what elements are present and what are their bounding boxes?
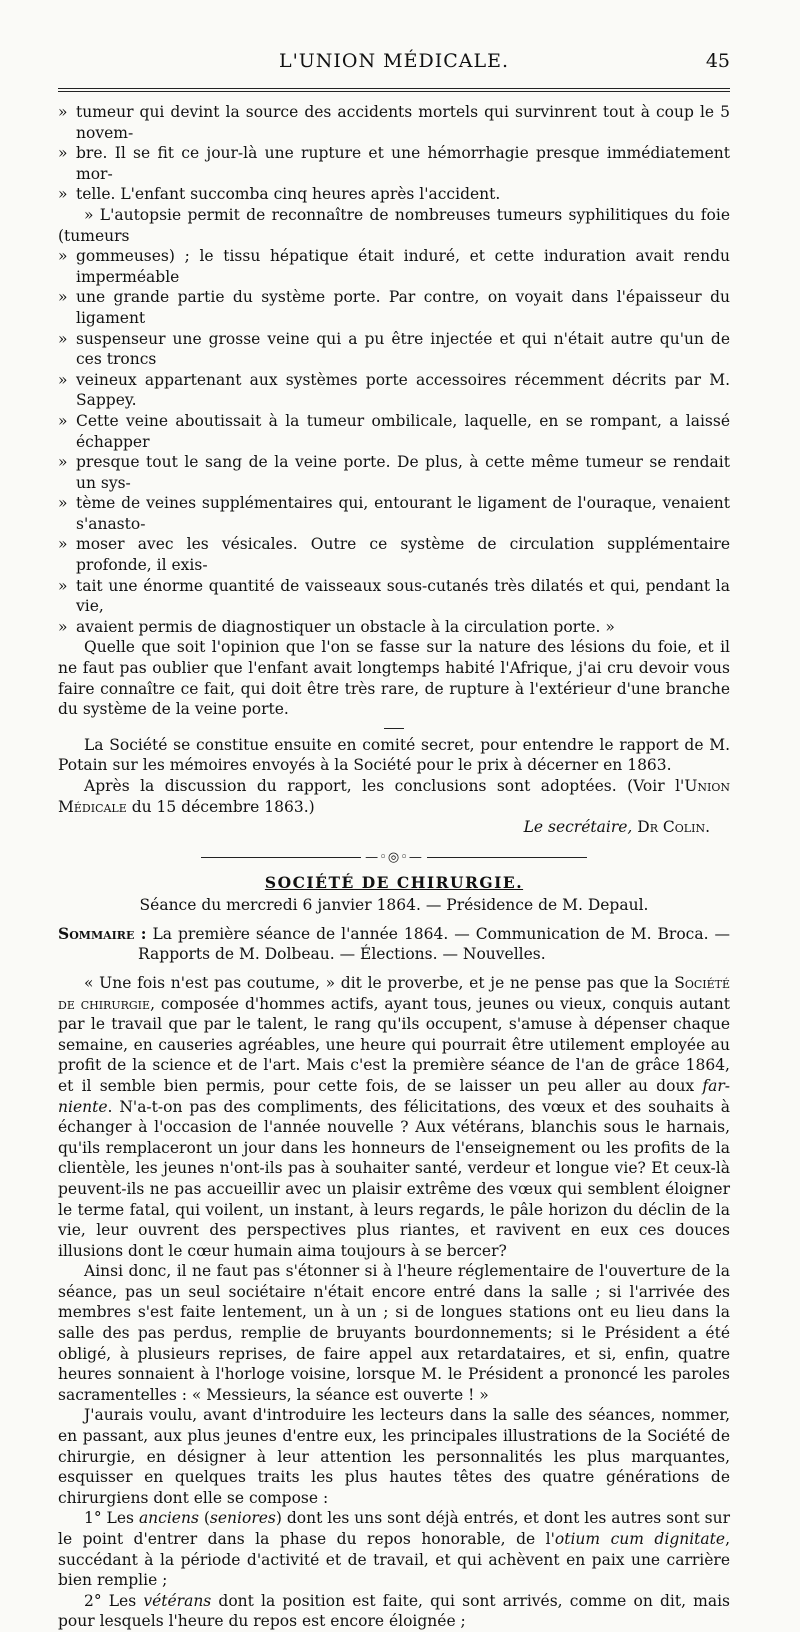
body-paragraph-5: 2° Les vétérans dont la position est faite, qui sont arrivés, comme on dit, mais pour lesquels l'heure du repos est encore éloignée ;: [58, 1591, 730, 1631]
spacer: [58, 965, 730, 973]
quote-line: » tait une énorme quantité de vaisseaux sous-cutanés très dilatés et qui, pendant la vie,: [58, 576, 730, 616]
body-paragraph-1: « Une fois n'est pas coutume, » dit le proverbe, et je ne pense pas que la Société de chirurgie, composée d'hommes actifs, ayant tous, jeunes ou vieux, conquis autant par le travail que par le talent, le rang qu'ils occupent, s'amuse à dépenser chaque semaine, en causeries agréables, une heure qui pourrait être utilement employée au profit de la science et de l'art. Mais c'est la première séance de l'an de grâce 1864, et il semble bien permis, pour cette fois, de se laisser un peu aller au doux far-niente. N'a-t-on pas des compliments, des félicitations, des vœux et des souhaits à échanger à l'occasion de l'année nouvelle ? Aux vétérans, blanchis sous le harnais, qu'ils remplaceront un jour dans les honneurs de l'enseignement ou les profits de la clientèle, les jeunes n'ont-ils pas à souhaiter santé, verdeur et longue vie? Et ceux-là peuvent-ils ne pas accueillir avec un plaisir extrême des vœux qui semblent éloigner le terme fatal, qui voilent, un instant, à leurs regards, le pâle horizon du déclin de la vie, leur ouvrent des perspectives plus riantes, et ravivent en eux ces douces illusions dont le cœur humain aima toujours à se bercer?: [58, 973, 730, 1260]
ornament-glyph: —◦◎◦—: [365, 849, 423, 865]
body-paragraph-4: 1° Les anciens (seniores) dont les uns sont déjà entrés, et dont les autres sont sur le point d'entrer dans la phase du repos honorable, de l'otium cum dignitate, succédant à la période d'activité et de travail, et qui achèvent en paix une carrière bien remplie ;: [58, 1509, 730, 1590]
ornament-line-left: [201, 857, 361, 858]
quote-line: » presque tout le sang de la veine porte. De plus, à cette même tumeur se rendait un sys-: [58, 453, 730, 492]
discussion-paragraph: Après la discussion du rapport, les conclusions sont adoptées. (Voir l'Union Médicale du 15 décembre 1863.): [58, 777, 730, 816]
quote-line: » suspenseur une grosse veine qui a pu être injectée et qui n'était autre qu'un de ces troncs: [58, 329, 730, 369]
secret-committee-paragraph: La Société se constitue ensuite en comité secret, pour entendre le rapport de M. Potain sur les mémoires envoyés à la Société pour le prix à décerner en 1863.: [58, 735, 730, 775]
quote-line: » bre. Il se fit ce jour-là une rupture et une hémorrhagie presque immédiatement mor-: [58, 144, 730, 183]
running-header: [58, 50, 730, 82]
page-number: 45: [705, 50, 730, 72]
section-title: SOCIÉTÉ DE CHIRURGIE.: [264, 872, 524, 892]
quote-line: » telle. L'enfant succomba cinq heures après l'accident.: [58, 185, 501, 204]
separator-rule: [384, 728, 404, 729]
journal-title: L'UNION MÉDICALE.: [278, 50, 510, 72]
quote-line: » une grande partie du système porte. Par contre, on voyait dans l'épaisseur du ligament: [58, 288, 730, 327]
autopsy-first-line: » L'autopsie permit de reconnaître de nombreuses tumeurs syphilitiques du foie (tumeurs: [58, 205, 730, 245]
signature: Le secrétaire, Dr Colin.: [523, 818, 710, 837]
quote-line: » tème de veines supplémentaires qui, entourant le ligament de l'ouraque, venaient s'anasto-: [58, 494, 730, 533]
case-quote: [58, 102, 730, 637]
conclusion-paragraph: Quelle que soit l'opinion que l'on se fasse sur la nature des lésions du foie, et il ne faut pas oublier que l'enfant avait longtemps habité l'Afrique, j'ai cru devoir vous faire connaître ce fait, qui doit être très rare, de rupture à l'extérieur d'une branche du système de la veine porte.: [58, 638, 730, 719]
quote-line: » Cette veine aboutissait à la tumeur ombilicale, laquelle, en se rompant, a laissé échapper: [58, 411, 730, 451]
quote-line: » avaient permis de diagnostiquer un obstacle à la circulation porte. »: [58, 617, 615, 636]
quote-line: » veineux appartenant aux systèmes porte accessoires récemment décrits par M. Sappey.: [58, 370, 730, 410]
journal-reference: Union Médicale: [58, 777, 730, 816]
ornament-divider: [58, 850, 730, 865]
body-paragraph-3: J'aurais voulu, avant d'introduire les lecteurs dans la salle des séances, nommer, en passant, aux plus jeunes d'entre eux, les principales illustrations de la Société de chirurgie, en désigner à leur attention les personnalités les plus marquantes, esquisser en quelques traits les plus hautes têtes des quatre générations de chirurgiens dont elle se compose :: [58, 1406, 730, 1507]
header-rule: [58, 88, 730, 92]
body-paragraph-2: Ainsi donc, il ne faut pas s'étonner si à l'heure réglementaire de l'ouverture de la séance, pas un seul sociétaire n'était encore entré dans la salle ; si l'arrivée des membres s'est faite lentement, un à un ; si de longues stations ont eu lieu dans la salle des pas perdus, remplie de bruyants bourdonnements; si le Président a été obligé, à plusieurs reprises, de faire appel aux retardataires, et si, enfin, quatre heures sonnaient à l'horloge voisine, lorsque M. le Président a prononcé les paroles sacramentelles : « Messieurs, la séance est ouverte ! »: [58, 1262, 730, 1404]
sommaire: Sommaire : La première séance de l'année 1864. — Communication de M. Broca. — Rapports de M. Dolbeau. — Élections. — Nouvelles.: [58, 923, 730, 964]
seance-line: Séance du mercredi 6 janvier 1864. — Présidence de M. Depaul.: [139, 895, 649, 914]
quote-line: » gommeuses) ; le tissu hépatique était induré, et cette induration avait rendu imperméable: [58, 247, 730, 286]
ornament-line-right: [427, 857, 587, 858]
quote-line: » moser avec les vésicales. Outre ce système de circulation supplémentaire profonde, il exis-: [58, 535, 730, 575]
quote-line: » tumeur qui devint la source des accidents mortels qui survinrent tout à coup le 5 novem-: [58, 103, 730, 142]
